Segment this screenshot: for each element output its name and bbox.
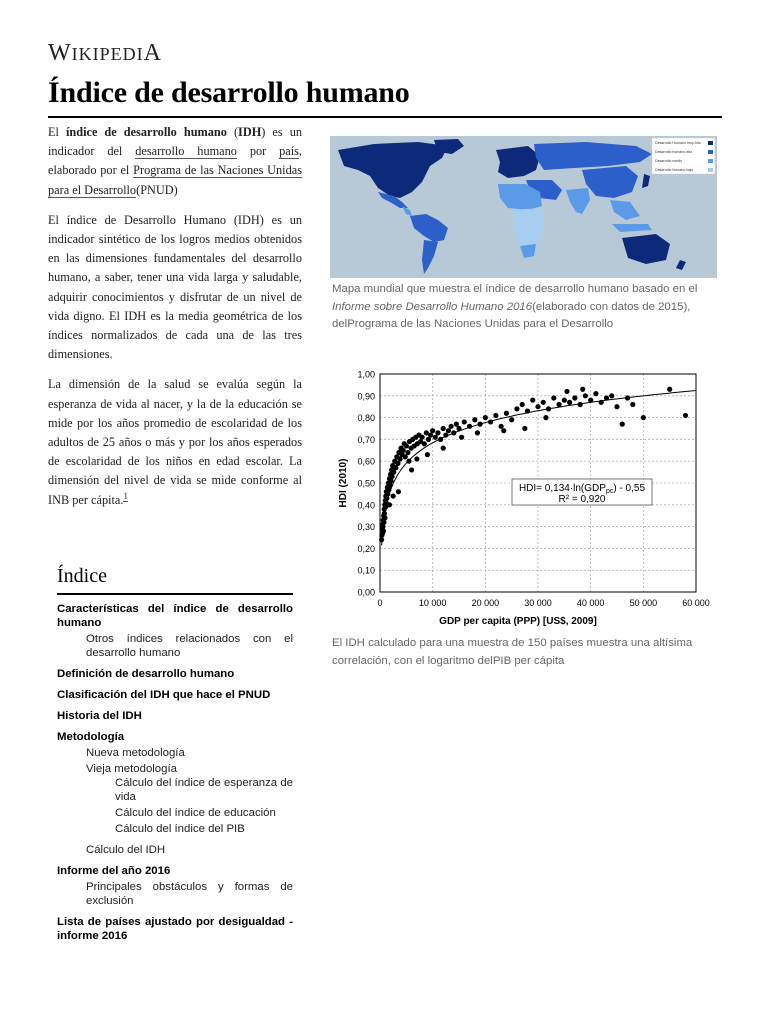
data-point xyxy=(441,446,446,451)
x-tick-label: 30 000 xyxy=(524,598,552,608)
data-point xyxy=(387,502,392,507)
link-desarrollo-humano[interactable]: desarrollo humano xyxy=(135,144,237,159)
data-point xyxy=(420,435,425,440)
title-divider xyxy=(48,116,722,118)
data-point xyxy=(564,389,569,394)
data-point xyxy=(472,417,477,422)
legend-label-3: Desarrollo humano bajo xyxy=(655,168,694,172)
data-point xyxy=(493,413,498,418)
data-point xyxy=(535,404,540,409)
data-point xyxy=(422,441,427,446)
data-point xyxy=(572,395,577,400)
data-point xyxy=(543,415,548,420)
data-point xyxy=(593,391,598,396)
data-point xyxy=(441,426,446,431)
logo-letters-mid: IKIPEDI xyxy=(71,44,144,64)
data-point xyxy=(683,413,688,418)
map-caption-report-title: Informe sobre Desarrollo Humano 2016 xyxy=(332,300,533,313)
data-point xyxy=(430,428,435,433)
p1-text-3: ) es un indicador del xyxy=(48,125,302,159)
data-point xyxy=(409,467,414,472)
toc-item-nueva-metodologia[interactable]: Nueva metodología xyxy=(86,747,185,759)
toc-item-vieja-metodologia[interactable]: Vieja metodología xyxy=(86,763,177,775)
toc-title: Índice xyxy=(57,565,293,595)
data-point xyxy=(504,411,509,416)
p3-text: La dimensión de la salud se evalúa según la esperanza de vida al nacer, y la de la educación se mide por los años promedio de escolaridad de los adultos de 25 años o más y por los años esperados de escolaridad de los niños en edad escolar. La dimensión del nivel de vida se mide conforme al INB per cápita. xyxy=(48,377,302,507)
intro-paragraph-3 xyxy=(48,375,302,509)
data-point xyxy=(620,422,625,427)
map-legend xyxy=(652,138,715,174)
y-tick-labels xyxy=(357,370,375,598)
data-point xyxy=(580,387,585,392)
data-point xyxy=(396,489,401,494)
legend-swatch-0 xyxy=(708,141,713,145)
x-tick-labels xyxy=(377,598,709,608)
table-of-contents xyxy=(57,565,293,943)
toc-item-metodologia[interactable]: Metodología xyxy=(57,731,125,743)
data-point xyxy=(425,452,430,457)
eq-sub: pc xyxy=(605,488,614,495)
p1-text-5: , elaborado por el xyxy=(48,144,302,178)
legend-swatch-3 xyxy=(708,168,713,172)
article-intro xyxy=(48,123,302,521)
toc-item-clasificacion[interactable]: Clasificación del IDH que hace el PNUD xyxy=(57,689,271,701)
data-point xyxy=(567,400,572,405)
data-point xyxy=(614,404,619,409)
page-title: Índice de desarrollo humano xyxy=(48,76,410,109)
world-hdi-map[interactable] xyxy=(330,136,717,278)
toc-item-otros-indices[interactable]: Otros índices relacionados con el desarrollo humano xyxy=(86,633,293,659)
legend-label-2: Desarrollo medio xyxy=(655,159,683,163)
p1-text-4: por xyxy=(236,144,280,159)
map-caption-link-pnud[interactable]: Programa de las Naciones Unidas para el Desarrollo xyxy=(347,318,614,330)
map-caption-text-1: Mapa mundial que muestra el índice de desarrollo humano basado en el xyxy=(332,283,698,295)
chart-caption xyxy=(332,635,722,670)
data-point xyxy=(551,395,556,400)
link-pnud[interactable]: Programa de las Naciones Unidas para el Desarrollo xyxy=(48,163,302,197)
x-tick-label: 60 000 xyxy=(682,598,710,608)
data-point xyxy=(404,443,409,448)
annotation-r2: R² = 0,920 xyxy=(558,494,606,505)
x-tick-label: 40 000 xyxy=(576,598,605,608)
toc-item-informe-2016[interactable]: Informe del año 2016 xyxy=(57,865,171,877)
y-tick-label: 0,20 xyxy=(357,543,375,554)
legend-swatch-1 xyxy=(708,150,713,154)
link-pais[interactable]: país xyxy=(279,144,299,159)
data-point xyxy=(388,478,393,483)
p1-text-1: El xyxy=(48,125,66,139)
p1-text-2: ( xyxy=(226,125,239,139)
data-point xyxy=(509,417,514,422)
toc-item-historia[interactable]: Historia del IDH xyxy=(57,710,142,722)
y-tick-label: 0,00 xyxy=(357,587,375,598)
legend-label-1: Desarrollo humano alto xyxy=(655,150,693,154)
toc-item-definicion[interactable]: Definición de desarrollo humano xyxy=(57,668,235,680)
hdi-gdp-scatter-chart xyxy=(330,362,720,632)
x-tick-label: 50 000 xyxy=(629,598,658,608)
data-point xyxy=(462,419,467,424)
data-point xyxy=(630,402,635,407)
data-point xyxy=(562,398,567,403)
p1-bold-term: índice de desarrollo humano xyxy=(65,125,227,139)
data-point xyxy=(541,400,546,405)
data-point xyxy=(391,493,396,498)
eq-pre: HDI= 0,134·ln(GDP xyxy=(518,483,606,494)
reference-1[interactable]: 1 xyxy=(123,490,128,501)
y-tick-label: 1,00 xyxy=(357,369,375,380)
data-point xyxy=(641,415,646,420)
data-point xyxy=(483,415,488,420)
data-point xyxy=(433,435,438,440)
toc-item-obstaculos[interactable]: Principales obstáculos y formas de exclusión xyxy=(86,881,293,907)
legend-swatch-2 xyxy=(708,159,713,163)
y-tick-label: 0,90 xyxy=(357,391,375,402)
x-tick-label: 0 xyxy=(377,598,383,608)
chart-caption-link-pib[interactable]: PIB per cápita xyxy=(492,654,565,667)
trendline xyxy=(382,391,696,546)
data-point xyxy=(435,430,440,435)
data-point xyxy=(454,422,459,427)
wikipedia-logo[interactable] xyxy=(48,40,162,67)
legend-label-0: Desarrollo Humano muy Alto xyxy=(655,141,701,145)
y-tick-label: 0,10 xyxy=(357,565,375,576)
toc-item-esperanza-vida[interactable]: Cálculo del índice de esperanza de vida xyxy=(115,777,293,803)
logo-letter-a: A xyxy=(143,40,162,66)
p1-bold-abbr: IDH xyxy=(238,125,262,139)
x-axis-label: GDP per capita (PPP) [US$, 2009] xyxy=(439,616,597,627)
y-tick-label: 0,50 xyxy=(357,478,375,489)
y-tick-label: 0,40 xyxy=(357,500,375,511)
regression-annotation xyxy=(512,479,652,505)
logo-letter-w: W xyxy=(48,40,72,66)
map-caption-text-2: (elaborado con datos de 2015), del xyxy=(332,300,691,330)
toc-item-calculo-idh[interactable]: Cálculo del IDH xyxy=(86,844,166,856)
data-point xyxy=(401,448,406,453)
data-point xyxy=(501,428,506,433)
data-point xyxy=(446,428,451,433)
data-point xyxy=(530,398,535,403)
intro-paragraph-1 xyxy=(48,123,302,200)
data-point xyxy=(609,393,614,398)
data-point xyxy=(520,402,525,407)
data-point xyxy=(583,393,588,398)
chart-caption-text: El IDH calculado para una muestra de 150 países muestra una altísima correlación, con el logaritmo del xyxy=(332,637,693,667)
data-point xyxy=(667,387,672,392)
x-tick-label: 10 000 xyxy=(418,598,447,608)
data-point xyxy=(414,456,419,461)
data-point xyxy=(475,430,480,435)
eq-post: ) - 0,55 xyxy=(613,483,646,494)
data-point xyxy=(499,424,504,429)
map-caption xyxy=(332,281,722,334)
y-tick-label: 0,60 xyxy=(357,456,375,467)
y-tick-label: 0,70 xyxy=(357,434,375,445)
x-tick-label: 20 000 xyxy=(471,598,500,608)
data-point xyxy=(522,426,527,431)
p1-text-6: (PNUD) xyxy=(136,182,178,197)
intro-paragraph-2: El índice de Desarrollo Humano (IDH) es un indicador sintético de los logros medios obtenidos en las dimensiones fundamentales del desarrollo humano, a saber, tener una vida larga y saludable, adquirir conocimientos y disfrutar de un nivel de vida digno. El IDH es la media geométrica de los índices normalizados de cada una de las tres dimensiones. xyxy=(48,212,302,362)
toc-item-pib[interactable]: Cálculo del índice del PIB xyxy=(115,823,245,835)
toc-item-lista-paises[interactable]: Lista de países ajustado por desigualdad - informe 2016 xyxy=(57,916,293,942)
y-axis-label: HDI (2010) xyxy=(338,458,349,508)
data-point xyxy=(403,454,408,459)
data-point xyxy=(449,424,454,429)
data-point xyxy=(405,450,410,455)
toc-item-educacion[interactable]: Cálculo del índice de educación xyxy=(115,807,276,819)
y-tick-label: 0,30 xyxy=(357,522,375,533)
toc-item-caracteristicas[interactable]: Características del índice de desarrollo humano xyxy=(57,603,293,629)
data-point xyxy=(514,406,519,411)
scatter-points xyxy=(379,387,688,543)
data-point xyxy=(459,435,464,440)
y-tick-label: 0,80 xyxy=(357,413,375,424)
